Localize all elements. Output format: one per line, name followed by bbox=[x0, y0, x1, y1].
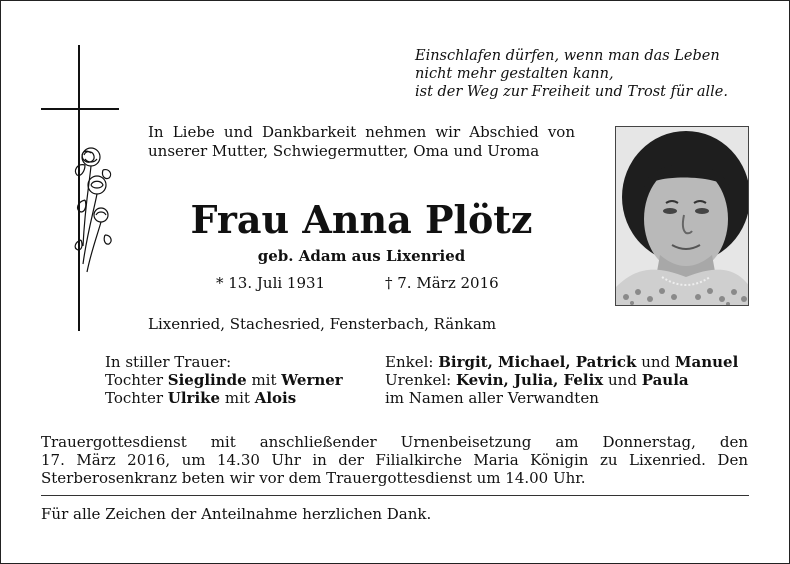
mourner-row-1 bbox=[105, 371, 375, 389]
service-line-1: Trauergottesdienst mit anschließender Urnenbeisetzung am Donnerstag, den bbox=[41, 433, 748, 451]
mourner-row-2 bbox=[105, 389, 375, 407]
relation-label: Tochter bbox=[105, 389, 168, 407]
relation-label: Tochter bbox=[105, 371, 168, 389]
relation-label: Enkel: bbox=[385, 353, 439, 371]
mourners-heading: In stiller Trauer: bbox=[105, 353, 232, 371]
service-notice bbox=[41, 433, 748, 487]
divider bbox=[41, 495, 749, 496]
relation-label: Urenkel: bbox=[385, 371, 456, 389]
epigraph-line-3: ist der Weg zur Freiheit und Trost für alle. bbox=[415, 84, 728, 100]
mourners-family bbox=[105, 353, 375, 407]
mourner-name: Werner bbox=[281, 371, 343, 389]
birth-name: geb. Adam aus Lixenried bbox=[257, 247, 466, 265]
service-line-2: 17. März 2016, um 14.30 Uhr in der Filialkirche Maria Königin zu Lixenried. Den bbox=[41, 451, 748, 469]
mourner-name: Alois bbox=[254, 389, 297, 407]
grandchildren-row bbox=[385, 353, 765, 371]
epigraph bbox=[415, 47, 775, 101]
mourner-name: Paula bbox=[641, 371, 689, 389]
epigraph-line-2: nicht mehr gestalten kann, bbox=[415, 66, 614, 82]
great-grandchildren-row bbox=[385, 371, 765, 389]
mourner-names: Birgit, Michael, Patrick bbox=[438, 353, 637, 371]
connector: und bbox=[636, 353, 675, 371]
mourners-grandchildren bbox=[385, 353, 765, 407]
mourner-name: Ulrike bbox=[167, 389, 221, 407]
places: Lixenried, Stachesried, Fensterbach, Ränkam bbox=[148, 315, 497, 333]
thanks-text: Für alle Zeichen der Anteilnahme herzlichen Dank. bbox=[41, 505, 432, 523]
epigraph-line-1: Einschlafen dürfen, wenn man das Leben bbox=[415, 48, 720, 64]
cross-with-roses-icon bbox=[41, 45, 121, 331]
portrait-illustration bbox=[616, 127, 749, 306]
death-date: † 7. März 2016 bbox=[385, 274, 499, 292]
connector: mit bbox=[220, 389, 255, 407]
relatives-row: im Namen aller Verwandten bbox=[385, 389, 599, 407]
connector: und bbox=[603, 371, 642, 389]
birth-date: * 13. Juli 1931 bbox=[216, 274, 326, 292]
mourner-name: Manuel bbox=[674, 353, 739, 371]
mourner-name: Sieglinde bbox=[167, 371, 247, 389]
mourner-names: Kevin, Julia, Felix bbox=[455, 371, 604, 389]
intro-text: In Liebe und Dankbarkeit nehmen wir Abschied von unserer Mutter, Schwiegermutter, Oma und Uroma bbox=[148, 123, 575, 160]
connector: mit bbox=[246, 371, 282, 389]
service-line-3: Sterberosenkranz beten wir vor dem Trauergottesdienst um 14.00 Uhr. bbox=[41, 469, 586, 487]
portrait-photo bbox=[615, 126, 749, 306]
deceased-name: Frau Anna Plötz bbox=[190, 197, 533, 242]
